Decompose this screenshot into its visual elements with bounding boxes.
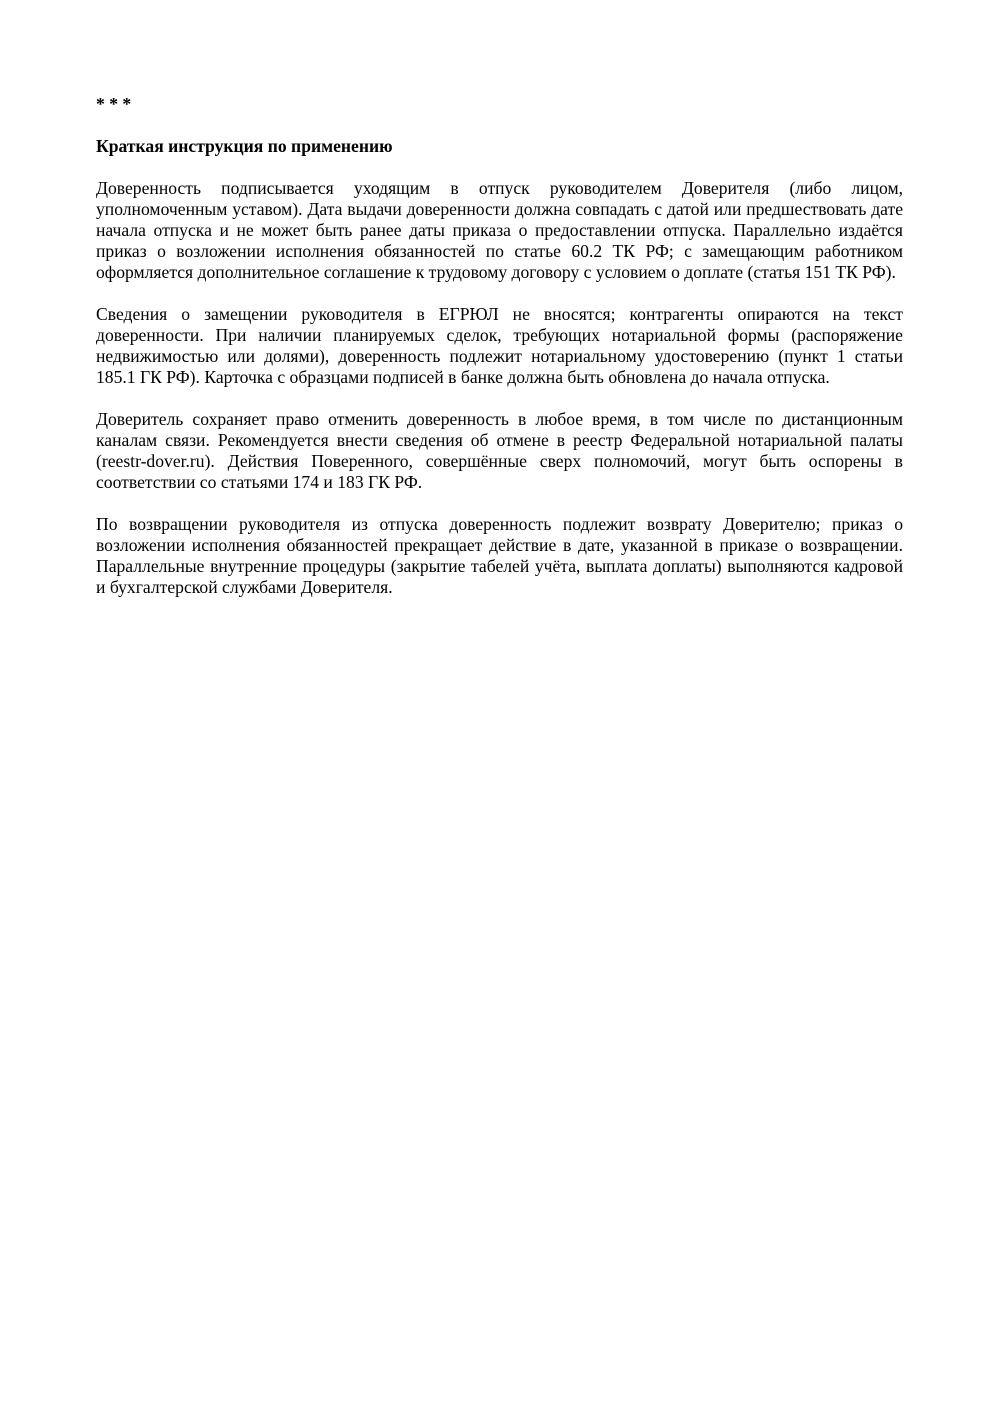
section-separator: * * * bbox=[96, 94, 132, 114]
instruction-heading: Краткая инструкция по применению bbox=[96, 136, 393, 156]
document-page bbox=[96, 94, 903, 619]
instruction-paragraph-3: Доверитель сохраняет право отменить доверенность в любое время, в том числе по дистанционным каналам связи. Рекомендуется внести сведения об отмене в реестр Федеральной нотариальной палаты (reestr-dover.ru). Действия Поверенного, совершённые сверх полномочий, могут быть оспорены в соответствии со статьями 174 и 183 ГК РФ. bbox=[96, 409, 903, 492]
instruction-paragraph-1: Доверенность подписывается уходящим в отпуск руководителем Доверителя (либо лицом, уполномоченным уставом). Дата выдачи доверенности должна совпадать с датой или предшествовать дате начала отпуска и не может быть ранее даты приказа о предоставлении отпуска. Параллельно издаётся приказ о возложении исполнения обязанностей по статье 60.2 ТК РФ; с замещающим работником оформляется дополнительное соглашение к трудовому договору с условием о доплате (статья 151 ТК РФ). bbox=[96, 178, 903, 282]
instruction-paragraph-2: Сведения о замещении руководителя в ЕГРЮЛ не вносятся; контрагенты опираются на текст доверенности. При наличии планируемых сделок, требующих нотариальной формы (распоряжение недвижимостью или долями), доверенность подлежит нотариальному удостоверению (пункт 1 статьи 185.1 ГК РФ). Карточка с образцами подписей в банке должна быть обновлена до начала отпуска. bbox=[96, 304, 903, 387]
instruction-paragraph-4: По возвращении руководителя из отпуска доверенность подлежит возврату Доверителю; приказ о возложении исполнения обязанностей прекращает действие в дате, указанной в приказе о возвращении. Параллельные внутренние процедуры (закрытие табелей учёта, выплата доплаты) выполняются кадровой и бухгалтерской службами Доверителя. bbox=[96, 514, 903, 597]
